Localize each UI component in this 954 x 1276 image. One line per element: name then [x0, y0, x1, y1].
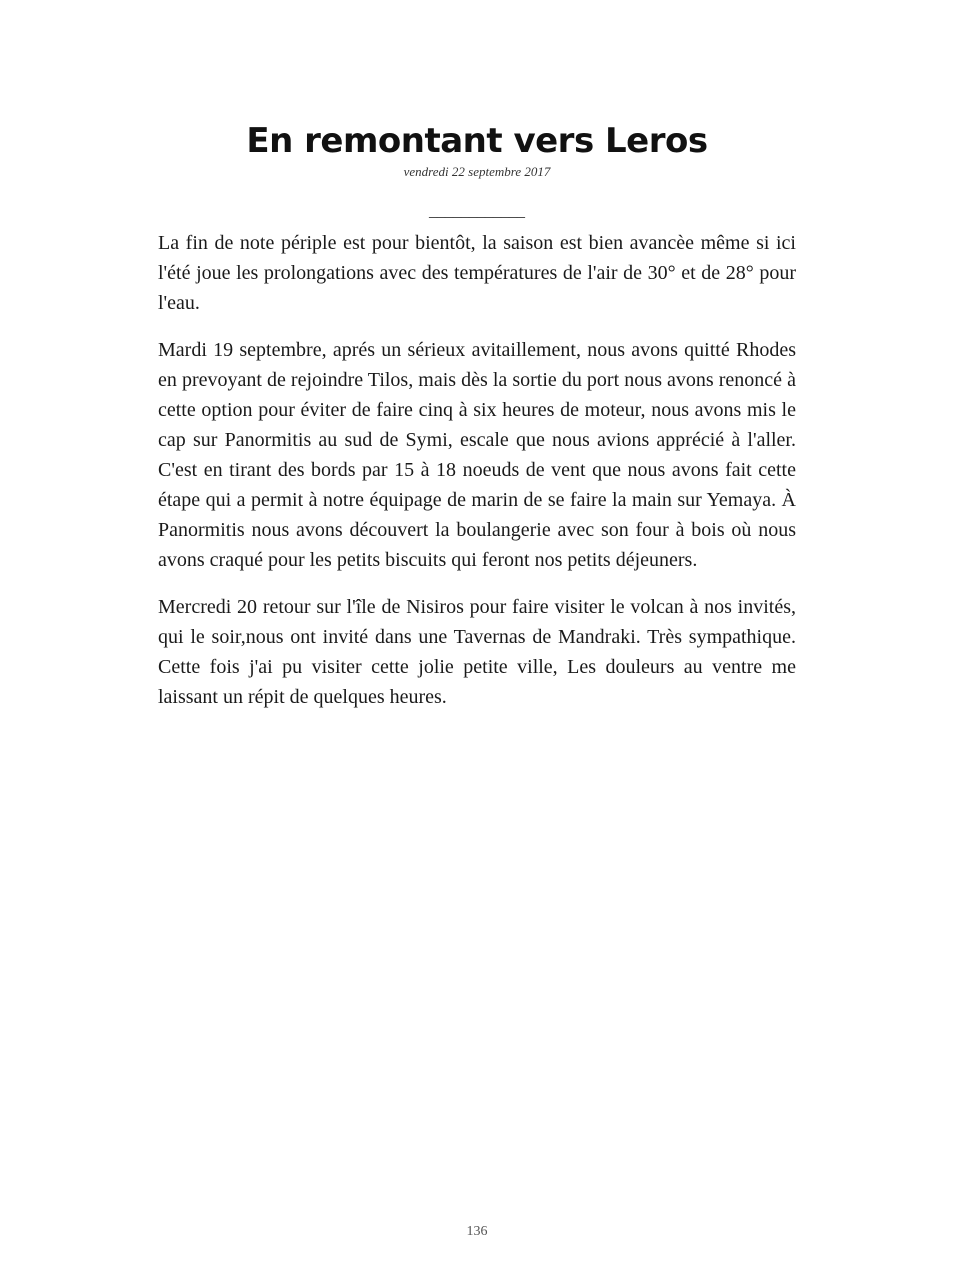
page-title: En remontant vers Leros	[246, 121, 708, 161]
paragraph: Mercredi 20 retour sur l'île de Nisiros pour faire visiter le volcan à nos invités, qui le soir,nous ont invité dans une Tavernas de Mandraki. Très sympathique. Cette fois j'ai pu visiter cette jolie petite ville, Les douleurs au ventre me laissant un répit de quelques heures.	[158, 596, 796, 708]
paragraph: Mardi 19 septembre, aprés un sérieux avitaillement, nous avons quitté Rhodes en prevoyant de rejoindre Tilos, mais dès la sortie du port nous avons renoncé à cette option pour éviter de faire cinq à six heures de moteur, nous avons mis le cap sur Panormitis au sud de Symi, escale que nous avions apprécié à l'aller. C'est en tirant des bords par 15 à 18 noeuds de vent que nous avons fait cette étape qui a permit à notre équipage de marin de se faire la main sur Yemaya. À Panormitis nous avons découvert la boulangerie avec son four à bois où nous avons craqué pour les petits biscuits qui feront nos petits déjeuners.	[158, 339, 796, 571]
title-separator: ____________	[429, 203, 525, 220]
page-number: 136	[466, 1224, 488, 1239]
article-date: vendredi 22 septembre 2017	[403, 164, 551, 179]
article-body	[158, 228, 796, 729]
paragraph: La fin de note périple est pour bientôt, la saison est bien avancèe même si ici l'été joue les prolongations avec des températures de l'air de 30° et de 28° pour l'eau.	[158, 232, 796, 314]
